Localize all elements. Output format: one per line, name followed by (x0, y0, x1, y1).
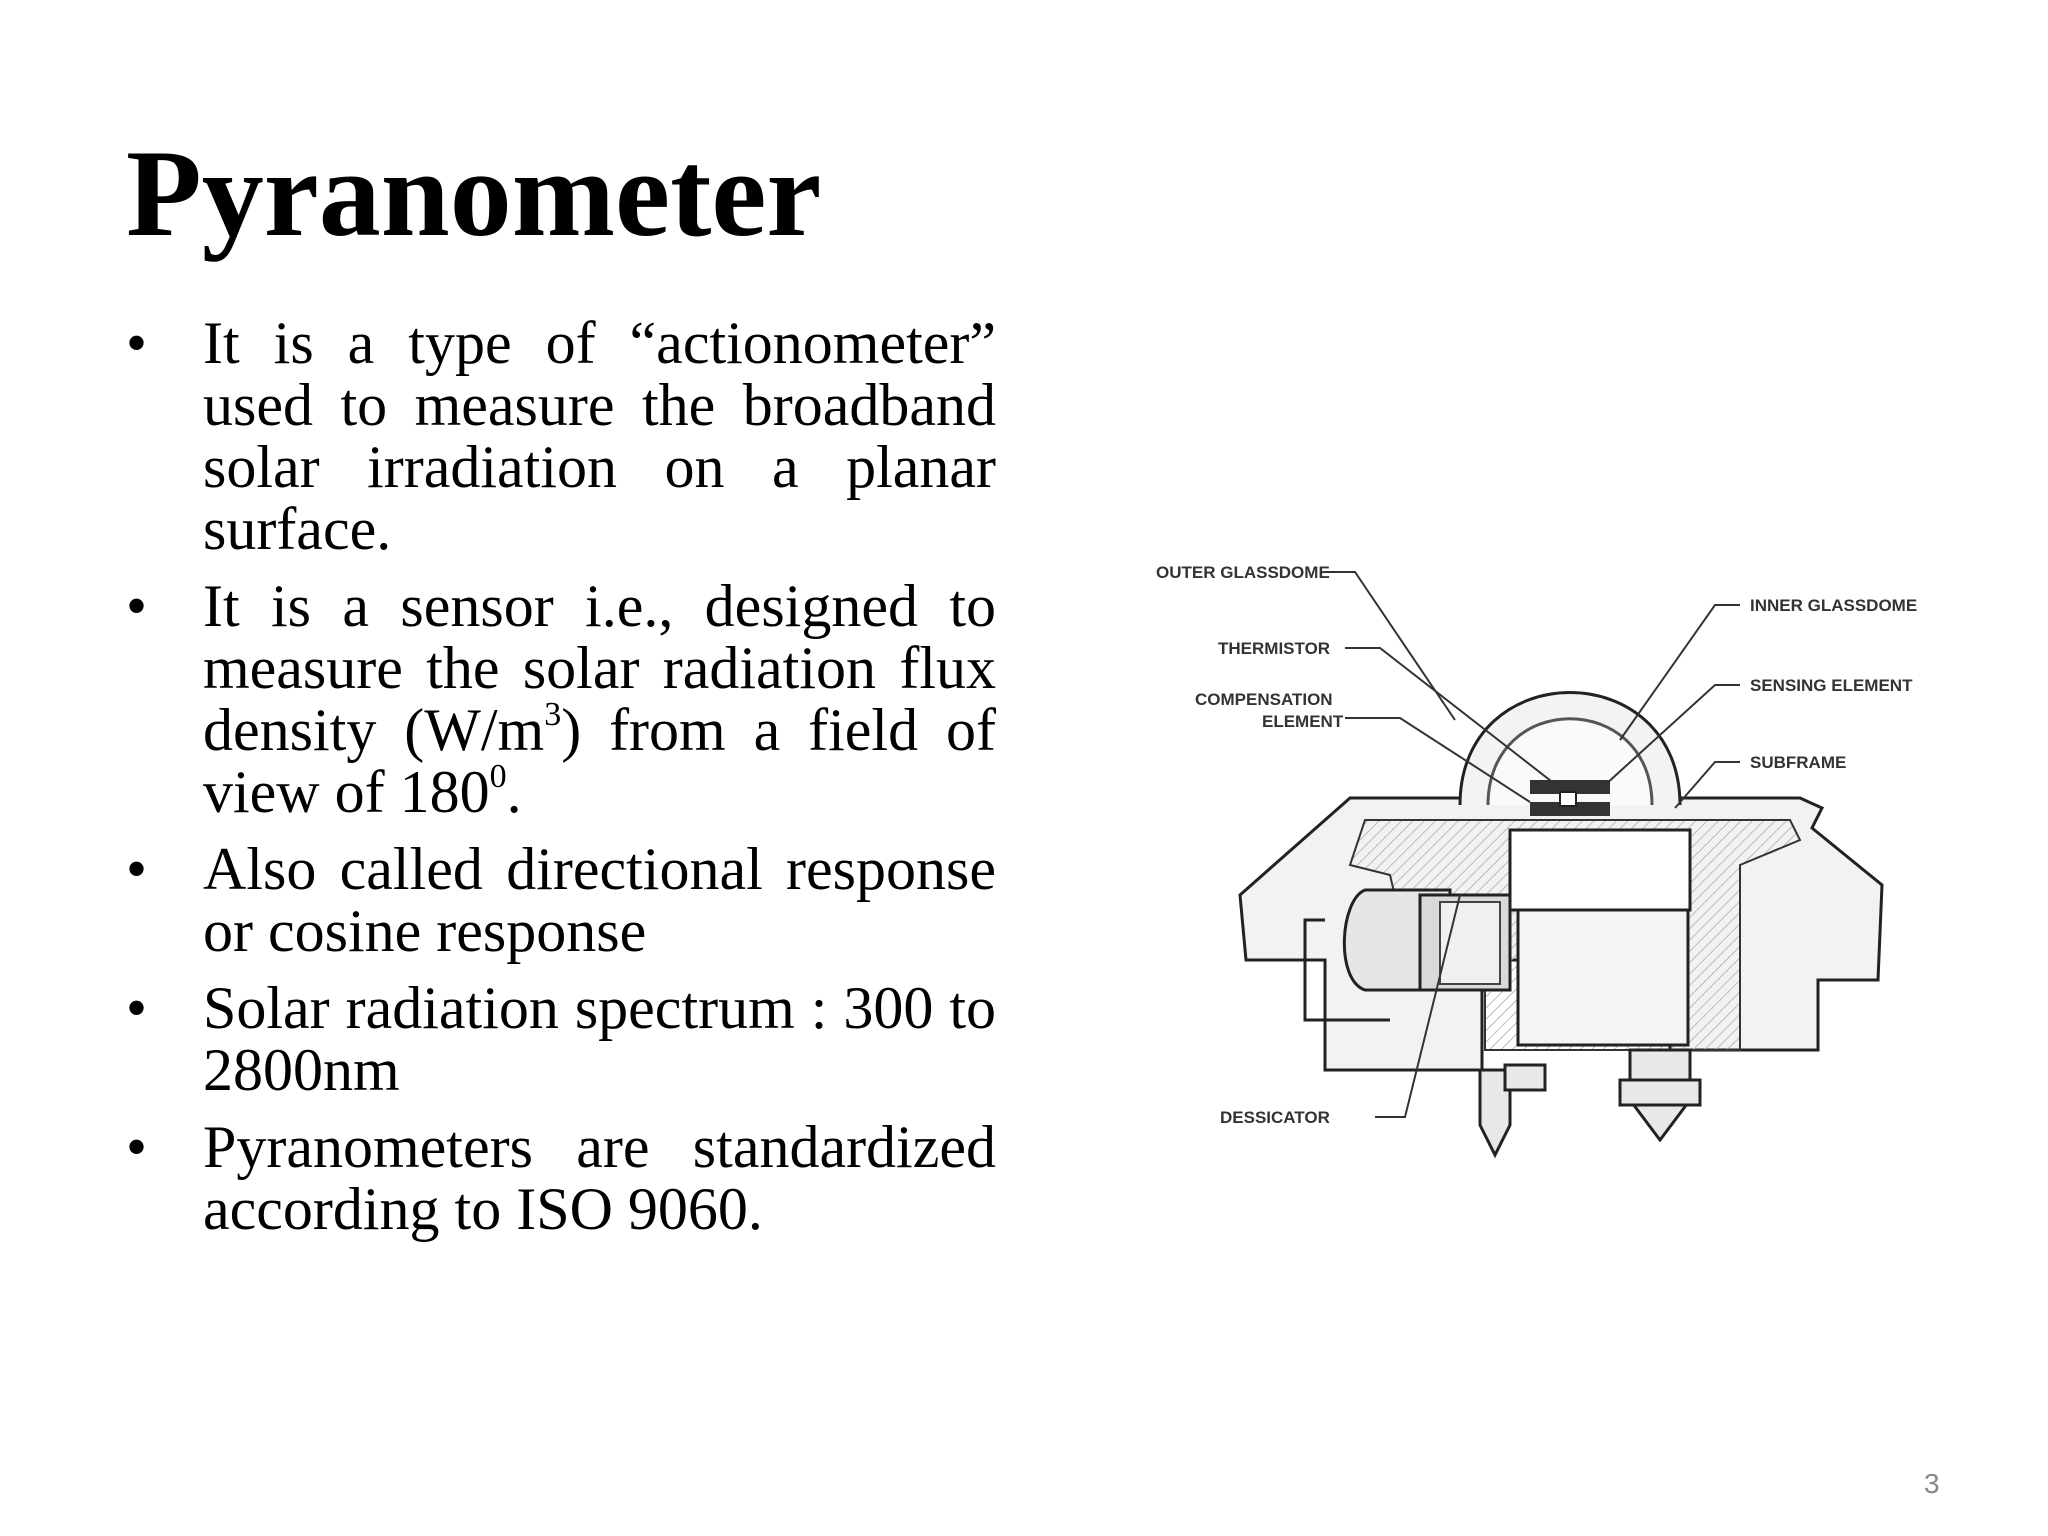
bullet-icon: • (126, 573, 148, 639)
label-thermistor: THERMISTOR (1218, 639, 1331, 658)
label-inner-glassdome: INNER GLASSDOME (1750, 596, 1918, 615)
label-outer-glassdome: OUTER GLASSDOME (1156, 563, 1330, 582)
bullet-text: Solar radiation spectrum : 300 to 2800nm (203, 975, 996, 1103)
bullet-text-part: ) from a field of view of 180 (203, 697, 996, 825)
bullet-item (126, 1116, 996, 1240)
bullet-text: Pyranometers are standardized according to ISO 9060. (203, 1114, 996, 1242)
bullet-text-part: . (506, 759, 522, 825)
pyranometer-body (1240, 798, 1882, 1155)
pyranometer-diagram (1150, 540, 1940, 1170)
bullet-icon: • (126, 1114, 148, 1180)
superscript: 3 (544, 696, 562, 733)
slide-title: Pyranometer (126, 125, 822, 262)
label-compensation-element: COMPENSATION (1195, 690, 1333, 709)
page-number: 3 (1924, 1468, 1940, 1499)
bullet-item (126, 312, 996, 560)
label-sensing-element: SENSING ELEMENT (1750, 676, 1913, 695)
bullet-item (126, 977, 996, 1101)
bullet-text: It is a type of “actionometer” used to measure the broadband solar irradiation on a planar surface. (203, 310, 996, 562)
bullet-item (126, 575, 996, 823)
label-dessicator: DESSICATOR (1220, 1108, 1330, 1127)
bullet-list (126, 312, 996, 1255)
bullet-icon: • (126, 836, 148, 902)
bullet-item (126, 838, 996, 962)
label-subframe: SUBFRAME (1750, 753, 1847, 772)
bullet-icon: • (126, 310, 148, 376)
label-compensation-element-line2: ELEMENT (1262, 712, 1344, 731)
bullet-icon: • (126, 975, 148, 1041)
bullet-text-part: It is a sensor i.e., designed to measure the solar radiation flux density (W/m (203, 573, 996, 763)
superscript: 0 (489, 758, 507, 795)
bullet-text: Also called directional response or cosine response (203, 836, 996, 964)
